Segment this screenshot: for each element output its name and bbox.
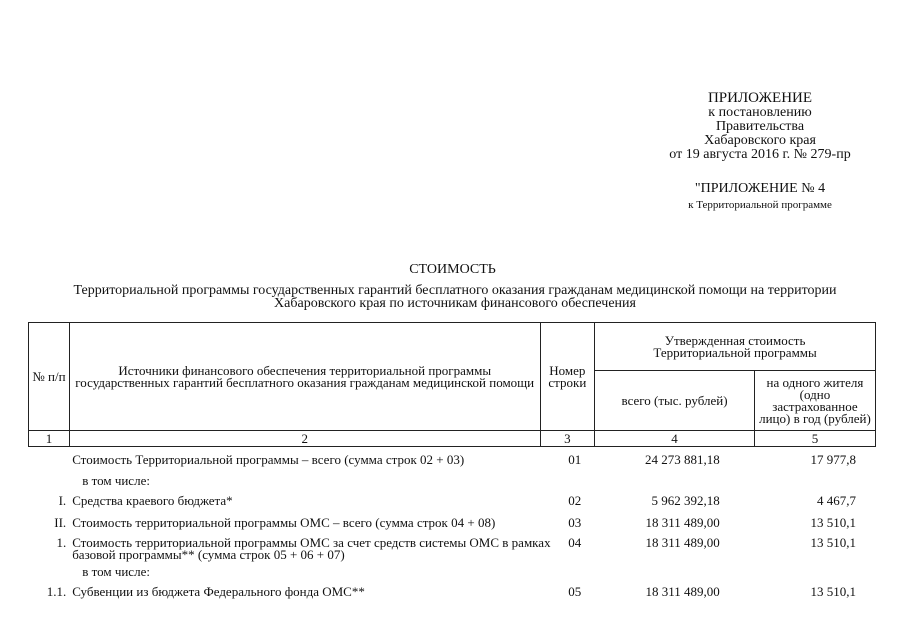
- table-row: [28, 586, 876, 606]
- table-row: [28, 475, 876, 495]
- row-total: [596, 566, 746, 586]
- row-line: 03: [568, 515, 582, 530]
- header-source: Источники финансового обеспечения территориальной программы государственных гарантий бесплатного оказания гражданам медицинской помощи: [69, 323, 540, 431]
- row-per-resident: 13 510,1: [810, 584, 856, 599]
- row-per-resident: 17 977,8: [810, 452, 856, 467]
- column-number: 2: [69, 431, 540, 447]
- table-row: [28, 495, 876, 517]
- row-source: в том числе:: [82, 564, 150, 579]
- row-line: 05: [568, 584, 582, 599]
- row-total: 18 311 489,00: [645, 584, 720, 599]
- appendix-line: Хабаровского края: [704, 133, 816, 148]
- column-number: 5: [754, 431, 875, 447]
- row-line: 02: [568, 493, 582, 508]
- appendix4-block: [620, 181, 900, 212]
- table-body: [28, 454, 876, 606]
- header-num: № п/п: [29, 323, 70, 431]
- row-per-resident: [746, 566, 876, 586]
- row-num: I.: [58, 493, 67, 508]
- appendix4-subtitle: к Территориальной программе: [688, 199, 832, 211]
- row-line: [553, 566, 596, 586]
- appendix-line: Правительства: [715, 119, 805, 134]
- document-subtitle: Территориальной программы государственных гарантий бесплатного оказания гражданам медицинской помощи на территории Хабаровского края по источникам финансового обеспечения: [73, 283, 837, 311]
- header-line: Номер строки: [540, 323, 595, 431]
- table-row: [28, 454, 876, 475]
- appendix-line: от 19 августа 2016 г. № 279-пр: [669, 147, 851, 162]
- appendix4-title: "ПРИЛОЖЕНИЕ № 4: [694, 181, 826, 196]
- row-num: [28, 566, 70, 586]
- row-num: 1.1.: [46, 584, 67, 599]
- header-per-resident: на одного жителя (одно застрахованное лицо) в год (рублей): [754, 371, 875, 431]
- row-source: Стоимость территориальной программы ОМС за счет средств системы ОМС в рамках базовой программы** (сумма строк 05 + 06 + 07): [72, 535, 551, 562]
- column-number: 1: [29, 431, 70, 447]
- row-num: [28, 475, 70, 495]
- row-line: [553, 475, 596, 495]
- row-source: в том числе:: [82, 473, 150, 488]
- row-total: 18 311 489,00: [645, 515, 720, 530]
- row-line: 01: [568, 452, 582, 467]
- row-num: [28, 454, 70, 475]
- table-row: [28, 517, 876, 537]
- row-per-resident: 13 510,1: [810, 535, 856, 550]
- row-line: 04: [568, 535, 582, 550]
- column-number: 3: [540, 431, 595, 447]
- header-total: всего (тыс. рублей): [595, 371, 755, 431]
- header-approved: Утвержденная стоимость Территориальной программы: [595, 323, 876, 371]
- column-number: 4: [595, 431, 755, 447]
- row-total: 5 962 392,18: [651, 493, 720, 508]
- row-source: Стоимость Территориальной программы – всего (сумма строк 02 + 03): [72, 452, 465, 467]
- row-total: [596, 475, 746, 495]
- row-total: 24 273 881,18: [645, 452, 720, 467]
- appendix-title: ПРИЛОЖЕНИЕ: [707, 90, 813, 106]
- document-title: СТОИМОСТЬ: [409, 262, 496, 277]
- row-num: 1.: [56, 535, 67, 550]
- row-num: II.: [54, 515, 67, 530]
- table-row: [28, 537, 876, 566]
- appendix-line: к постановлению: [708, 105, 812, 120]
- row-per-resident: 4 467,7: [817, 493, 856, 508]
- table-row: [28, 566, 876, 586]
- row-source: Средства краевого бюджета*: [72, 493, 233, 508]
- row-source: Стоимость территориальной программы ОМС – всего (сумма строк 04 + 08): [72, 515, 496, 530]
- appendix-block: [620, 90, 900, 162]
- table-header: [28, 322, 876, 447]
- row-per-resident: [746, 475, 876, 495]
- row-total: 18 311 489,00: [645, 535, 720, 550]
- row-source: Субвенции из бюджета Федерального фонда ОМС**: [72, 584, 365, 599]
- row-per-resident: 13 510,1: [810, 515, 856, 530]
